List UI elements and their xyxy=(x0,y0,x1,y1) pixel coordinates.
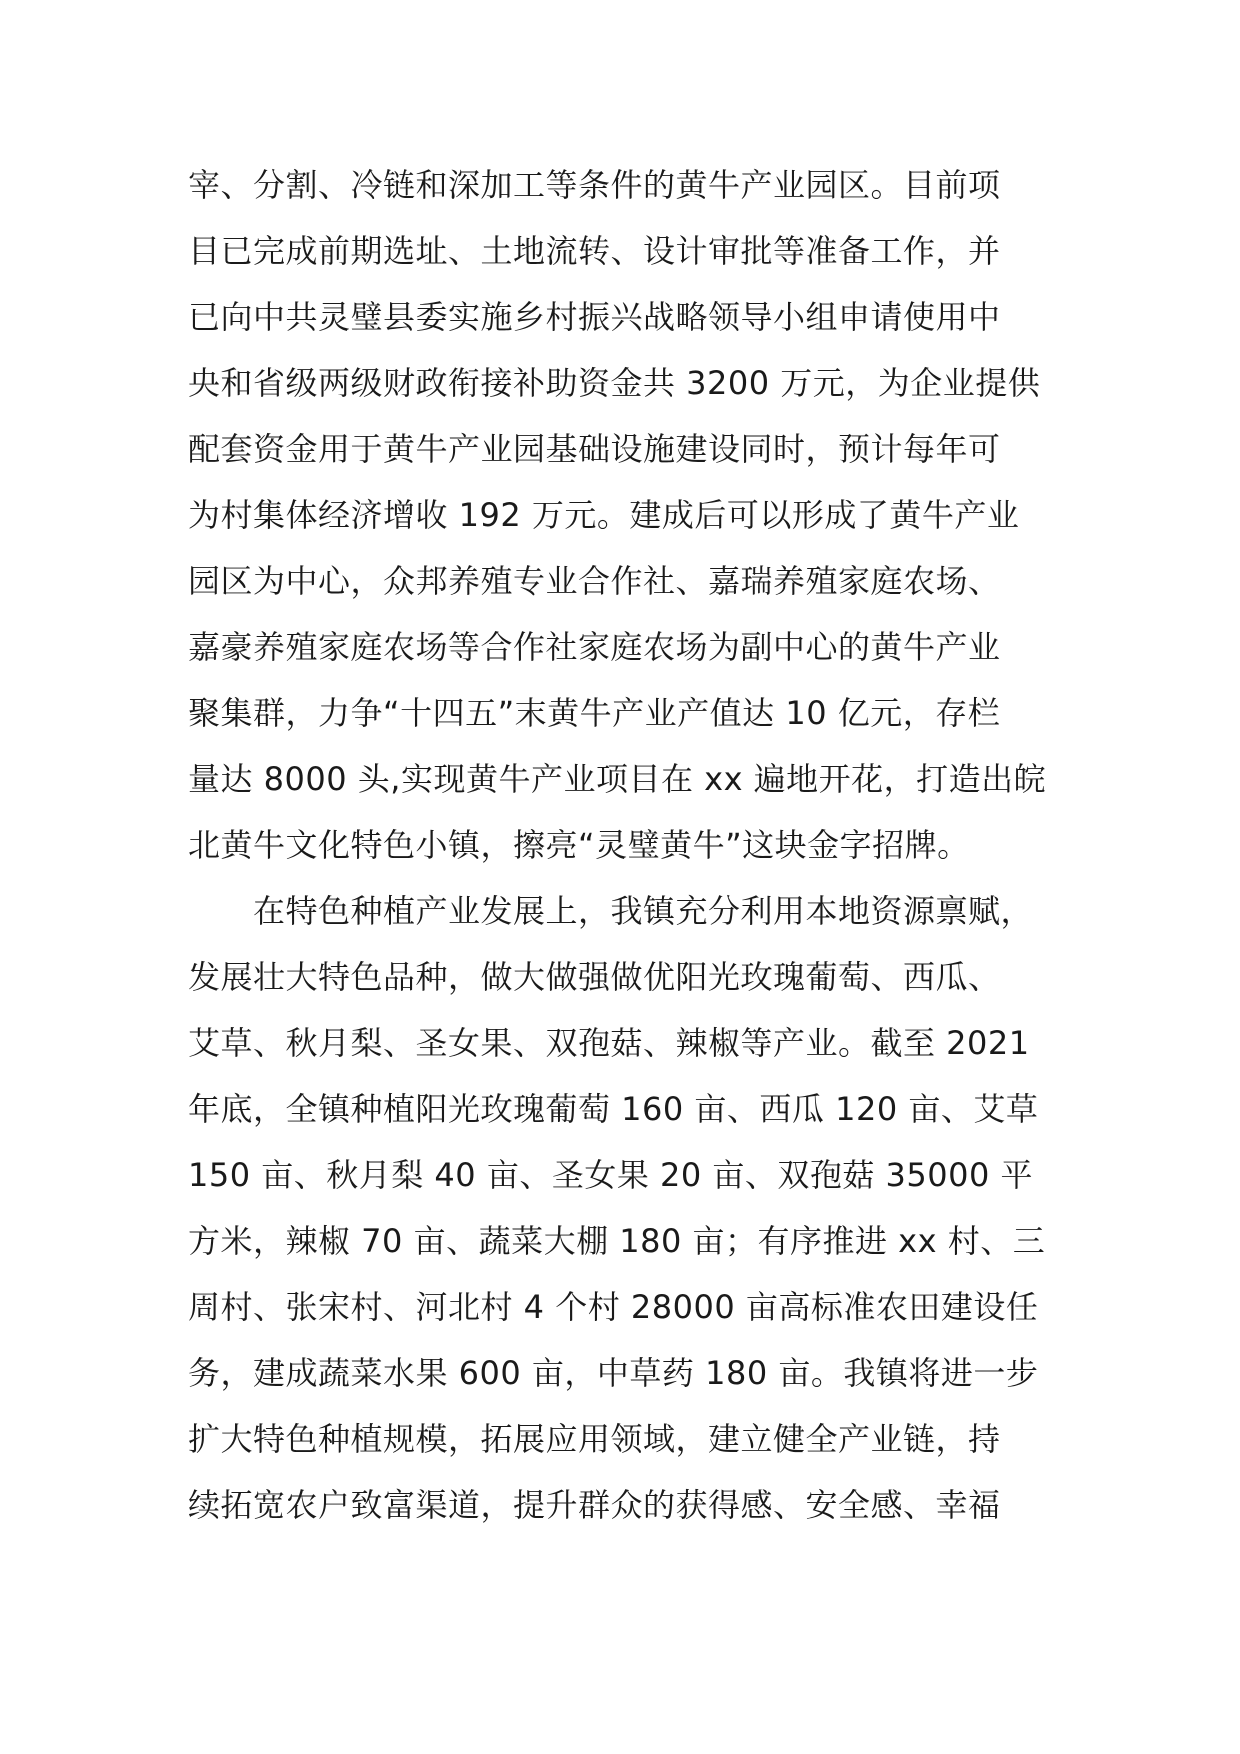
paragraph-cattle-industry xyxy=(188,152,1088,878)
text-line: 方米，辣椒 70 亩、蔬菜大棚 180 亩；有序推进 xx 村、三 xyxy=(188,1222,1046,1260)
text-line: 央和省级两级财政衔接补助资金共 3200 万元，为企业提供 xyxy=(188,364,1041,402)
text-line: 园区为中心，众邦养殖专业合作社、嘉瑞养殖家庭农场、 xyxy=(188,562,1001,600)
text-line: 北黄牛文化特色小镇，擦亮“灵璧黄牛”这块金字招牌。 xyxy=(188,826,970,864)
text-line: 已向中共灵璧县委实施乡村振兴战略领导小组申请使用中 xyxy=(188,298,1001,336)
text-line: 嘉豪养殖家庭农场等合作社家庭农场为副中心的黄牛产业 xyxy=(188,628,1001,666)
body-text xyxy=(188,152,1088,1538)
text-line: 扩大特色种植规模，拓展应用领域，建立健全产业链，持 xyxy=(188,1420,1001,1458)
text-line: 量达 8000 头,实现黄牛产业项目在 xx 遍地开花，打造出皖 xyxy=(188,760,1047,798)
text-line: 周村、张宋村、河北村 4 个村 28000 亩高标准农田建设任 xyxy=(188,1288,1039,1326)
text-line: 150 亩、秋月梨 40 亩、圣女果 20 亩、双孢菇 35000 平 xyxy=(188,1156,1034,1194)
text-line: 发展壮大特色品种，做大做强做优阳光玫瑰葡萄、西瓜、 xyxy=(188,958,1001,996)
text-line: 续拓宽农户致富渠道，提升群众的获得感、安全感、幸福 xyxy=(188,1486,1001,1524)
text-line: 聚集群，力争“十四五”末黄牛产业产值达 10 亿元，存栏 xyxy=(188,694,1001,732)
text-line: 配套资金用于黄牛产业园基础设施建设同时，预计每年可 xyxy=(188,430,1001,468)
text-line: 为村集体经济增收 192 万元。建成后可以形成了黄牛产业 xyxy=(188,496,1020,534)
text-line: 年底，全镇种植阳光玫瑰葡萄 160 亩、西瓜 120 亩、艾草 xyxy=(188,1090,1039,1128)
text-line: 艾草、秋月梨、圣女果、双孢菇、辣椒等产业。截至 2021 xyxy=(188,1024,1030,1062)
text-line: 宰、分割、冷链和深加工等条件的黄牛产业园区。目前项 xyxy=(188,166,1001,204)
text-line: 在特色种植产业发展上，我镇充分利用本地资源禀赋， xyxy=(253,892,1034,930)
paragraph-specialty-planting xyxy=(188,878,1088,1538)
text-line: 目已完成前期选址、土地流转、设计审批等准备工作，并 xyxy=(188,232,1001,270)
text-line: 务，建成蔬菜水果 600 亩，中草药 180 亩。我镇将进一步 xyxy=(188,1354,1039,1392)
